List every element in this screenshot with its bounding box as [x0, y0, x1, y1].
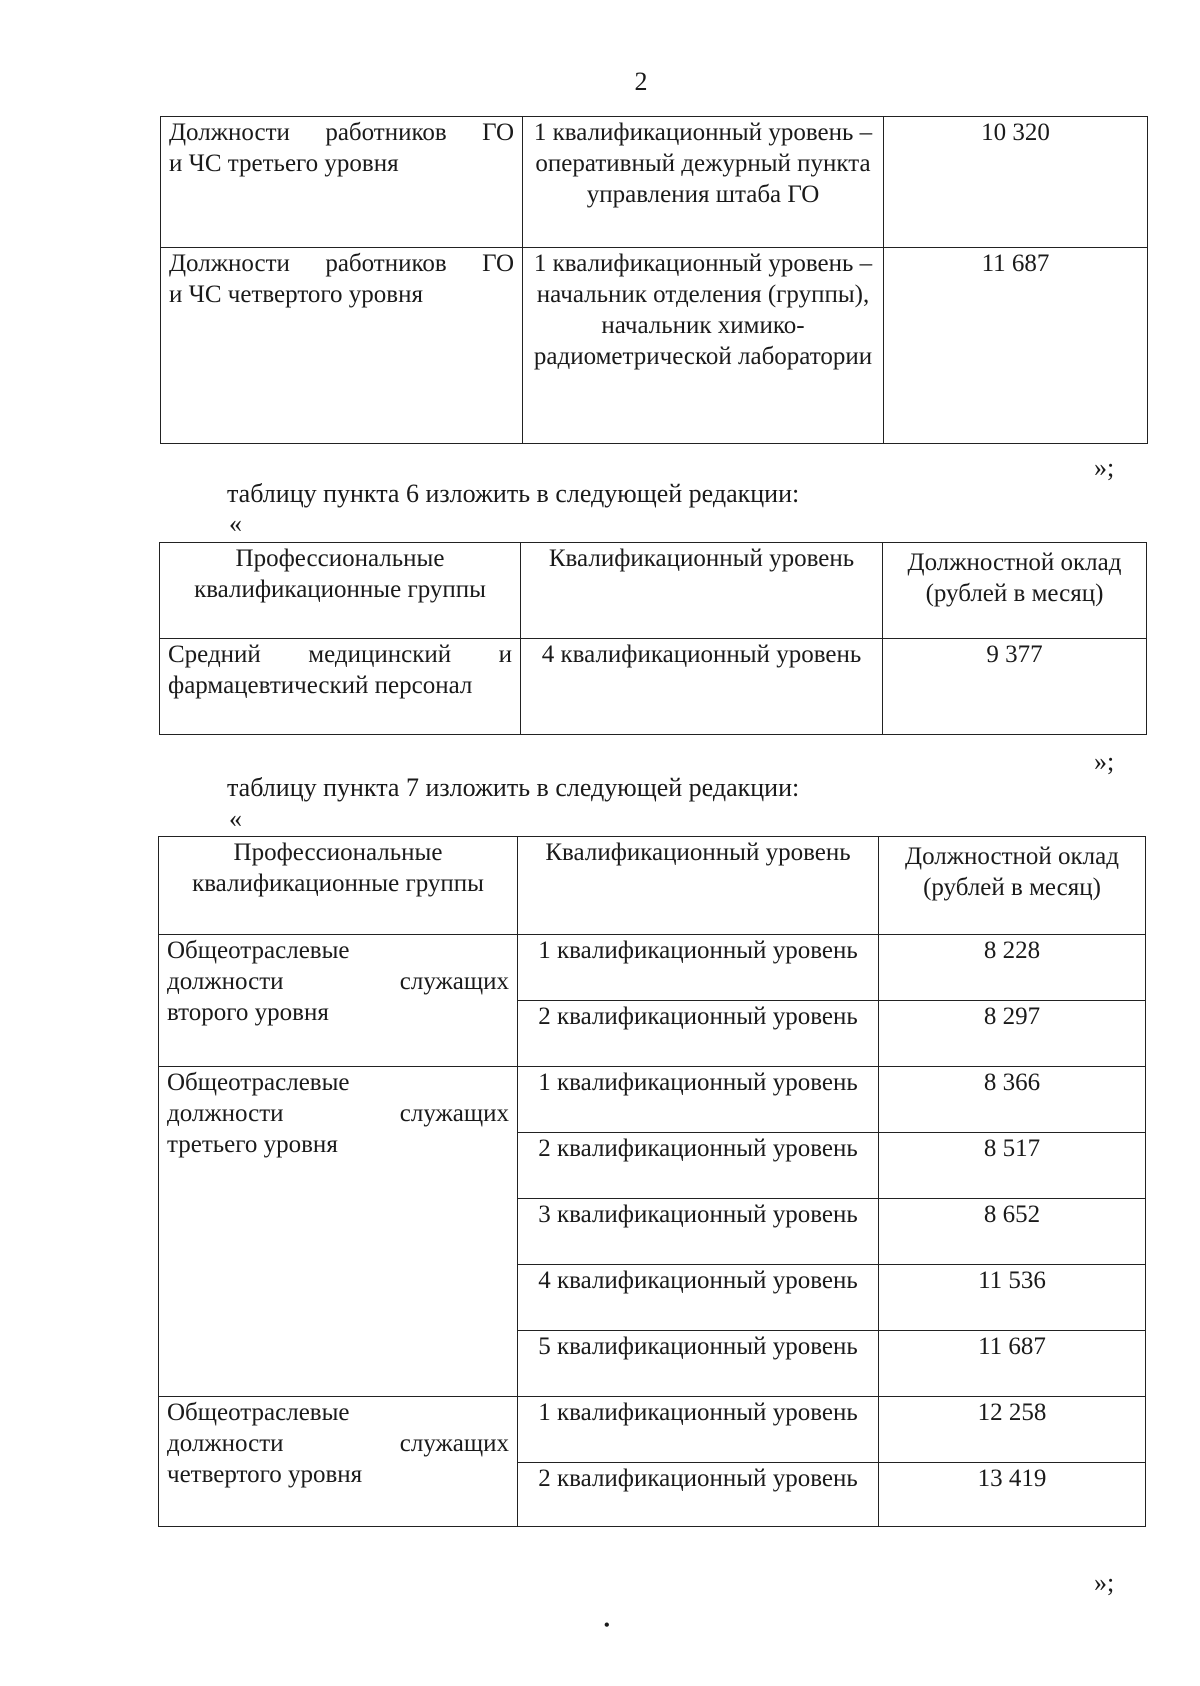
- salary-cell: 8 297: [879, 1001, 1146, 1067]
- header-level: Квалификационный уровень: [518, 837, 879, 935]
- level-cell: 5 квалификационный уровень: [518, 1331, 879, 1397]
- level-cell: 2 квалификационный уровень: [518, 1133, 879, 1199]
- table-p7: [158, 836, 1146, 1527]
- header-salary: Должностной оклад (рублей в месяц): [883, 543, 1147, 639]
- salary-cell: 10 320: [884, 117, 1148, 248]
- table-row: [160, 639, 1147, 735]
- group-line: Должности работников ГО: [169, 119, 514, 146]
- level-cell: 1 квалификационный уровень: [518, 1067, 879, 1133]
- level-cell: 4 квалификационный уровень: [518, 1265, 879, 1331]
- table-row: [159, 1067, 1146, 1133]
- group-line: должности служащих: [167, 968, 509, 995]
- salary-cell: 13 419: [879, 1463, 1146, 1527]
- salary-cell: 8 366: [879, 1067, 1146, 1133]
- table-row: [161, 117, 1148, 248]
- opening-quote: «: [229, 804, 242, 833]
- intro-paragraph-p6: таблицу пункта 6 изложить в следующей редакции:: [227, 479, 800, 508]
- group-line: Общеотраслевые: [167, 1069, 350, 1096]
- table-row: [159, 1397, 1146, 1463]
- intro-paragraph-p7: таблицу пункта 7 изложить в следующей редакции:: [227, 773, 800, 802]
- closing-quote: »;: [1094, 1568, 1115, 1597]
- header-level: Квалификационный уровень: [521, 543, 883, 639]
- header-group: Профессиональные квалификационные группы: [159, 837, 518, 935]
- group-line: Общеотраслевые: [167, 937, 350, 964]
- group-line-rest: второго уровня: [167, 999, 329, 1026]
- table-p6: [159, 542, 1147, 735]
- header-group: Профессиональные квалификационные группы: [160, 543, 521, 639]
- level-cell: 3 квалификационный уровень: [518, 1199, 879, 1265]
- salary-cell: 8 228: [879, 935, 1146, 1001]
- group-line-rest: и ЧС четвертого уровня: [169, 281, 423, 308]
- level-cell: 1 квалификационный уровень – начальник отделения (группы), начальник химико-радиометрической лаборатории: [523, 248, 884, 444]
- scan-mark: •: [604, 1617, 610, 1634]
- salary-cell: 8 517: [879, 1133, 1146, 1199]
- group-line: должности служащих: [167, 1430, 509, 1457]
- table-row: [159, 935, 1146, 1001]
- level-cell: 1 квалификационный уровень – оперативный дежурный пункта управления штаба ГО: [523, 117, 884, 248]
- group-line-rest: и ЧС третьего уровня: [169, 150, 399, 177]
- group-cell: [160, 639, 521, 735]
- salary-cell: 11 687: [884, 248, 1148, 444]
- level-cell: 4 квалификационный уровень: [521, 639, 883, 735]
- group-line: должности служащих: [167, 1100, 509, 1127]
- group-line-rest: фармацевтический персонал: [168, 672, 473, 699]
- group-cell: [159, 935, 518, 1067]
- salary-cell: 11 536: [879, 1265, 1146, 1331]
- group-cell: [159, 1397, 518, 1527]
- table-go-chs-continuation: [160, 116, 1148, 444]
- table-header-row: [159, 837, 1146, 935]
- level-cell: 1 квалификационный уровень: [518, 1397, 879, 1463]
- group-line-rest: третьего уровня: [167, 1131, 338, 1158]
- salary-cell: 9 377: [883, 639, 1147, 735]
- level-cell: 2 квалификационный уровень: [518, 1001, 879, 1067]
- group-line-rest: четвертого уровня: [167, 1461, 363, 1488]
- level-cell: 2 квалификационный уровень: [518, 1463, 879, 1527]
- table-row: [161, 248, 1148, 444]
- opening-quote: «: [229, 509, 242, 538]
- table-header-row: [160, 543, 1147, 639]
- group-line: Средний медицинский и: [168, 641, 512, 668]
- group-cell: [161, 117, 523, 248]
- header-salary: Должностной оклад (рублей в месяц): [879, 837, 1146, 935]
- page-number: 2: [634, 67, 648, 96]
- group-line: Общеотраслевые: [167, 1399, 350, 1426]
- salary-cell: 12 258: [879, 1397, 1146, 1463]
- closing-quote: »;: [1094, 453, 1115, 482]
- level-cell: 1 квалификационный уровень: [518, 935, 879, 1001]
- closing-quote: »;: [1094, 747, 1115, 776]
- group-cell: [161, 248, 523, 444]
- group-line: Должности работников ГО: [169, 250, 514, 277]
- salary-cell: 11 687: [879, 1331, 1146, 1397]
- group-cell: [159, 1067, 518, 1397]
- salary-cell: 8 652: [879, 1199, 1146, 1265]
